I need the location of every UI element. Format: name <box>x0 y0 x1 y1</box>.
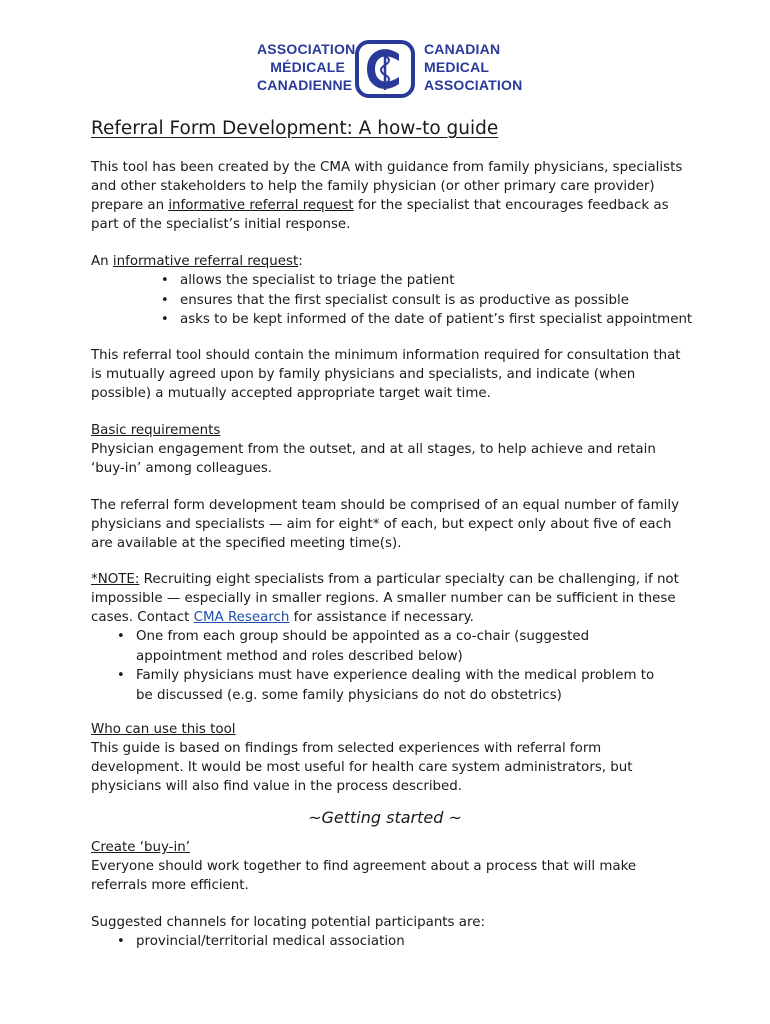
note-text: Recruiting eight specialists from a particular specialty can be challenging, if not impossible — especially in smaller regions. A smaller number can be sufficient in these cases. Contact <box>91 572 679 625</box>
page-title: Referral Form Development: A how-to guide <box>91 118 499 139</box>
note-label: *NOTE: <box>91 572 140 587</box>
request-suffix: : <box>298 254 303 269</box>
cma-research-link[interactable]: CMA Research <box>193 610 290 625</box>
channels-text: Suggested channels for locating potential participants are: <box>91 915 485 930</box>
intro-text: This tool has been created by the CMA with guidance from family physicians, specialists and other stakeholders to help the family physician (or other primary care provider) prepare an <box>91 160 683 213</box>
logo-text-english <box>424 40 522 94</box>
note-list <box>110 627 670 705</box>
intro-paragraph <box>91 158 691 234</box>
list-item: • allows the specialist to triage the patient <box>154 271 694 291</box>
channels-list <box>110 932 670 952</box>
team-paragraph: The referral form development team should be comprised of an equal number of family physicians and specialists — aim for eight* of each, but expect only about five of each are available at the specified meeting time(s). <box>91 498 680 551</box>
getting-started-heading: ~Getting started ~ <box>308 808 462 827</box>
list-item: • provincial/territorial medical association <box>110 932 670 952</box>
cma-logo <box>257 40 523 98</box>
logo-line: CANADIAN <box>424 41 501 57</box>
minimum-paragraph: This referral tool should contain the minimum information required for consultation that is mutually agreed upon by family physicians and specialists, and indicate (when possible) a mutually accepted appropriate target wait time. <box>91 348 681 401</box>
basic-heading: Basic requirements <box>91 423 221 438</box>
intro-text-end: for the specialist that encourages feedback as part of the specialist’s initial response. <box>91 198 669 232</box>
logo-line: MÉDICALE <box>270 59 345 75</box>
logo-line: ASSOCIATION <box>424 77 523 93</box>
request-list <box>154 271 694 330</box>
request-emphasis: informative referral request <box>112 254 299 269</box>
basic-text: Physician engagement from the outset, and at all stages, to help achieve and retain ‘buy-in’ among colleagues. <box>91 442 656 476</box>
list-item: • One from each group should be appointed as a co-chair (suggested appointment method and roles described below) <box>110 627 670 666</box>
who-text: This guide is based on findings from selected experiences with referral form development. It would be most useful for health care system administrators, but physicians will also find value in the process described. <box>91 741 633 794</box>
logo-line: MEDICAL <box>424 59 490 75</box>
logo-line: CANADIENNE <box>257 77 353 93</box>
buyin-heading: Create ‘buy-in’ <box>91 840 190 855</box>
cma-caduceus-icon <box>355 40 415 98</box>
list-item: • ensures that the first specialist consult is as productive as possible <box>154 291 694 311</box>
request-prefix: An <box>91 254 113 269</box>
note-text-end: for assistance if necessary. <box>289 610 474 625</box>
list-item: • Family physicians must have experience dealing with the medical problem to be discussed (e.g. some family physicians do not do obstetrics) <box>110 666 670 705</box>
who-heading: Who can use this tool <box>91 722 236 737</box>
note-paragraph <box>91 570 691 627</box>
list-item: • asks to be kept informed of the date of patient’s first specialist appointment <box>154 310 694 330</box>
request-lead <box>91 252 691 271</box>
intro-emphasis: informative referral request <box>168 198 354 213</box>
logo-text-french <box>257 40 356 94</box>
logo-line: ASSOCIATION <box>257 41 356 57</box>
buyin-text: Everyone should work together to find agreement about a process that will make referrals more efficient. <box>91 859 637 893</box>
